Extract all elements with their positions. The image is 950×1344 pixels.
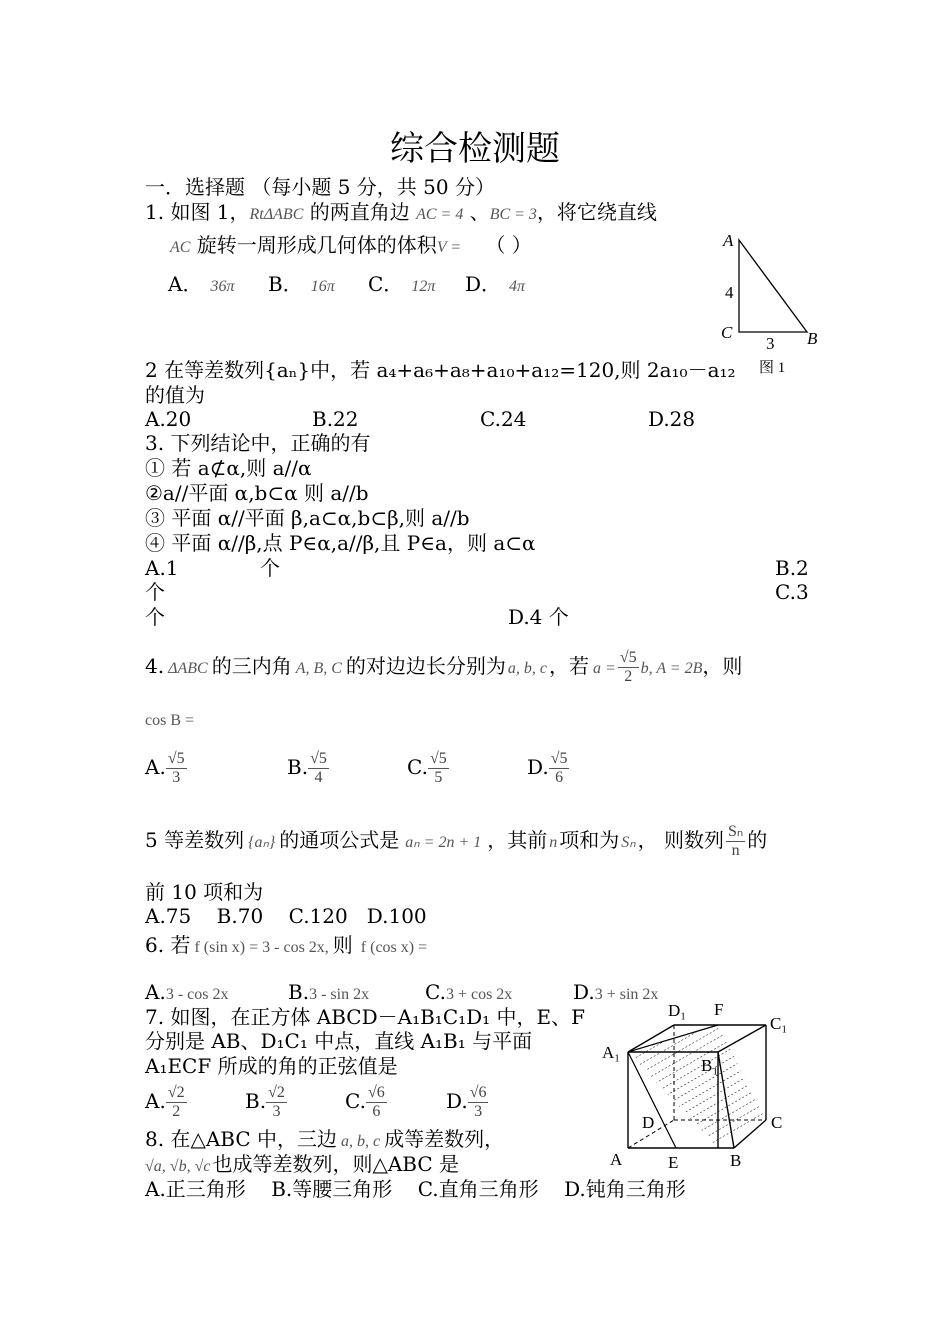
q5-fraction: $\frac{\text{Sₙ}}{n}$	[727, 823, 744, 859]
q2-line2: 的值为	[145, 383, 205, 407]
cube-label-d: D	[642, 1113, 655, 1132]
q4-opt-c: C. $\frac{√5}{5}$	[407, 750, 447, 786]
q6-opt-a: A.3 - cos 2x	[145, 980, 229, 1004]
q7-line2: 分别是 AB、D₁C₁ 中点，直线 A₁B₁ 与平面	[145, 1029, 533, 1053]
cube-label-f: F	[714, 1000, 724, 1019]
cube-label-c: C	[771, 1113, 783, 1132]
q1-line1	[145, 200, 657, 227]
q1-opt-c: C． 12π	[368, 272, 436, 296]
q3-statement-2: ②a//平面 α,b⊂α 则 a//b	[145, 481, 369, 505]
q1-math-ac: AC = 4	[416, 206, 464, 223]
q6-opt-b: B.3 - sin 2x	[288, 980, 370, 1004]
q3-statement-3: ③ 平面 α//平面 β,a⊂α,b⊂β,则 a//b	[145, 506, 470, 530]
right-triangle	[739, 240, 807, 332]
q1-text: 1. 如图 1，	[145, 200, 250, 224]
q2-opt-c: C.24	[480, 407, 527, 431]
section-heading: 一．选择题 （每小题 5 分，共 50 分）	[145, 175, 495, 199]
q7-line3: A₁ECF 所成的角的正弦值是	[145, 1054, 398, 1078]
q4-opt-b: B. $\frac{√5}{4}$	[287, 750, 327, 786]
figure-cube	[598, 996, 798, 1176]
q7-opt-b: B. $\frac{√2}{3}$	[245, 1084, 285, 1120]
q3-line1: 3. 下列结论中，正确的有	[145, 431, 371, 455]
q5-line1: 5 等差数列 {aₙ} 的通项公式是 aₙ = 2n + 1 ，其前 n 项和为 Sₙ ， 则数列 $\frac{\text{Sₙ}}{n}$ 的	[145, 823, 768, 859]
q1-text: 、	[463, 200, 490, 224]
q4-line2: cos B =	[145, 712, 195, 729]
q1-math-triangle: RtΔABC	[249, 206, 304, 223]
q1-opt-d: D． 4π	[465, 272, 526, 296]
q1-opt-a: A． 36π	[168, 272, 235, 296]
q3-opt-c: C.3	[775, 580, 809, 604]
q7-opt-c: C. $\frac{√6}{6}$	[345, 1084, 385, 1120]
cube-label-c1: C₁	[770, 1014, 788, 1033]
fig1-caption: 图 1	[759, 360, 786, 376]
q4-fraction: $\frac{√5}{2}$	[619, 649, 637, 685]
q1-opt-b: B． 16π	[268, 272, 335, 296]
q8-line2: √a, √b, √c 也成等差数列，则△ABC 是	[145, 1152, 460, 1176]
q3-opt-a: A.1	[145, 556, 179, 580]
q6-line1: 6. 若 f (sin x) = 3 - cos 2x, 则 f (cos x) =	[145, 933, 428, 957]
q6-opt-c: C.3 + cos 2x	[425, 980, 513, 1004]
q2-line1: 2 在等差数列{aₙ}中，若 a₄+a₆+a₈+a₁₀+a₁₂=120,则 2a₁₀－a₁₂	[145, 358, 736, 382]
q7-line1: 7. 如图，在正方体 ABCD－A₁B₁C₁D₁ 中，E、F	[145, 1005, 586, 1029]
q4-opt-a: A. $\frac{√5}{3}$	[145, 750, 185, 786]
fig1-label-c: C	[721, 323, 733, 342]
q8-line1: 8. 在△ABC 中，三边 a, b, c 成等差数列，	[145, 1127, 505, 1151]
fig1-label-side3: 3	[766, 334, 775, 353]
fig1-label-side4: 4	[725, 283, 734, 302]
q1-math-bc: BC = 3	[489, 206, 537, 223]
cube-label-b: B	[730, 1151, 742, 1170]
q1-text: 的两直角边	[303, 200, 417, 224]
cube-label-b1: B₁	[701, 1056, 719, 1075]
q1-text: ，将它绕直线	[536, 200, 657, 224]
q2-opt-d: D.28	[648, 407, 696, 431]
q1-math-volume: V =	[436, 239, 462, 256]
q7-opt-d: D. $\frac{√6}{3}$	[446, 1084, 487, 1120]
q5-options: A.75 B.70 C.120 D.100	[145, 904, 427, 928]
q3-opt-b-unit: 个	[145, 580, 165, 604]
fig1-label-b: B	[807, 329, 818, 348]
cube-label-a: A	[610, 1150, 623, 1169]
q3-statement-1: ① 若 a⊄α,则 a//α	[145, 456, 312, 480]
figure-1-triangle	[715, 228, 825, 378]
q4-line1: 4. ΔABC 的三内角 A, B, C 的对边边长分别为 a, b, c ，若 a = $\frac{√5}{2}$ b, A = 2B，则	[145, 649, 743, 685]
q4-opt-d: D. $\frac{√5}{6}$	[527, 750, 568, 786]
cube-label-a1: A₁	[602, 1043, 621, 1062]
q1-answer-paren: （ ）	[485, 233, 532, 257]
q8-options: A.正三角形 B.等腰三角形 C.直角三角形 D.钝角三角形	[145, 1177, 686, 1201]
q7-opt-a: A. $\frac{√2}{2}$	[145, 1084, 185, 1120]
q3-opt-c-unit: 个	[145, 605, 165, 629]
q1-math-axis: AC	[170, 239, 191, 256]
q3-opt-a-unit: 个	[260, 556, 280, 580]
q3-opt-d: D.4 个	[508, 605, 569, 629]
cube-label-e: E	[668, 1153, 679, 1172]
q5-line2: 前 10 项和为	[145, 880, 264, 904]
q2-opt-b: B.22	[312, 407, 359, 431]
q1-text: 旋转一周形成几何体的体积	[190, 233, 437, 257]
q1-line2	[170, 233, 532, 260]
q3-statement-4: ④ 平面 α//β,点 P∈α,a//β,且 P∈a，则 a⊂α	[145, 531, 536, 555]
q3-opt-b: B.2	[775, 556, 809, 580]
q6-opt-d: D.3 + sin 2x	[573, 980, 659, 1004]
page-title: 综合检测题	[390, 129, 560, 169]
q2-opt-a: A.20	[145, 407, 192, 431]
cube-label-d1: D₁	[668, 1001, 687, 1020]
fig1-label-a: A	[723, 231, 734, 250]
